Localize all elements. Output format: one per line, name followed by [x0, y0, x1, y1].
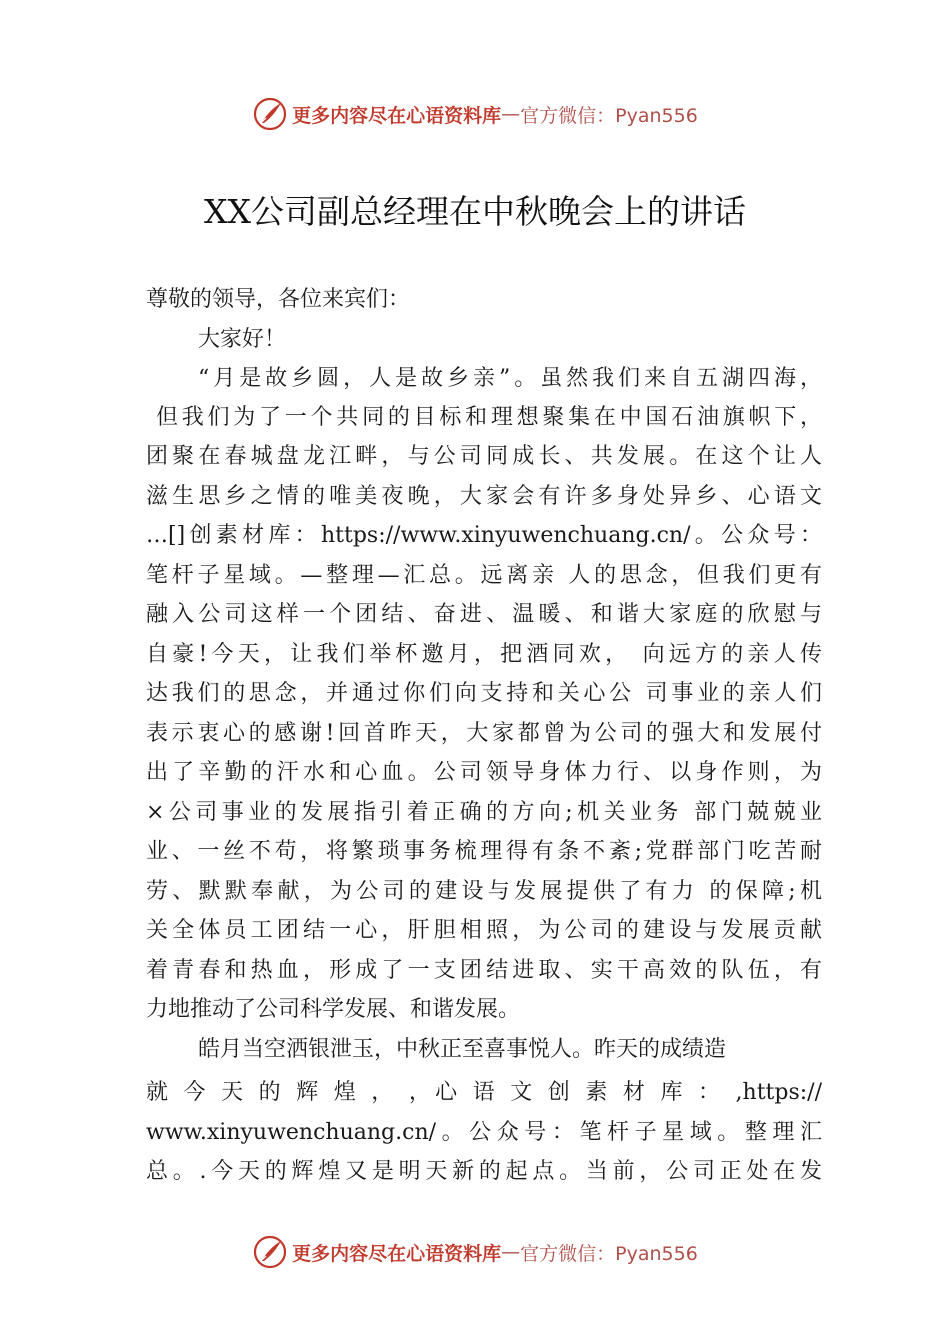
text-line: 业、一丝不苟，将繁琐事务梳理得有条不紊;党群部门吃苦耐	[146, 839, 822, 864]
text-line: 笔杆子星域。—整理—汇总。远离亲 人的思念，但我们更有	[146, 563, 822, 588]
text-line: 劳、默默奉献，为公司的建设与发展提供了有力 的保障;机	[146, 879, 822, 904]
text-line: 大家好！	[198, 327, 287, 352]
text-line: ×公司事业的发展指引着正确的方向;机关业务 部门兢兢业	[146, 800, 822, 825]
text-line: 皓月当空洒银泄玉，中秋正至喜事悦人。昨天的成绩造	[198, 1037, 727, 1062]
text-line: “月是故乡圆，人是故乡亲”。虽然我们来自五湖四海，	[198, 366, 822, 391]
text-line: 力地推动了公司科学发展、和谐发展。	[146, 997, 521, 1022]
banner-separator: —	[501, 1241, 521, 1263]
banner-wechat: 官方微信：Pyan556	[520, 104, 698, 127]
banner-title: 更多内容尽在心语资料库	[292, 104, 502, 127]
text-line: 出了辛勤的汗水和心血。公司领导身体力行、以身作则，为	[146, 760, 822, 785]
text-line: 关全体员工团结一心，肝胆相照，为公司的建设与发展贡献	[146, 918, 822, 943]
quill-pen-logo-icon	[252, 1234, 288, 1270]
text-line: 融入公司这样一个团结、奋进、温暖、和谐大家庭的欣慰与	[146, 602, 822, 627]
text-line: 就 今 天 的 辉 煌 ， ，心 语 文 创 素 材 库 ： ,https://	[146, 1080, 822, 1105]
header-banner	[0, 94, 950, 134]
text-line: www.xinyuwenchuang.cn/。公众号：笔杆子星域。整理汇	[146, 1120, 822, 1145]
document-title: XX公司副总经理在中秋晚会上的讲话	[204, 192, 746, 231]
text-line: 滋生思乡之情的唯美夜晚，大家会有许多身处异乡、心语文	[146, 484, 822, 509]
banner-title: 更多内容尽在心语资料库	[292, 1242, 502, 1265]
footer-banner	[0, 1232, 950, 1272]
text-line: 自豪!今天，让我们举杯邀月，把酒同欢， 向远方的亲人传	[146, 642, 822, 667]
quill-pen-logo-icon	[252, 96, 288, 132]
text-line: 团聚在春城盘龙江畔，与公司同成长、共发展。在这个让人	[146, 444, 822, 469]
text-line: 总。.今天的辉煌又是明天新的起点。当前，公司正处在发	[146, 1159, 822, 1184]
text-line: …[]创素材库：https://www.xinyuwenchuang.cn/。公众号：	[146, 523, 822, 548]
text-line: 但我们为了一个共同的目标和理想聚集在中国石油旗帜下，	[156, 405, 822, 430]
banner-separator: —	[501, 103, 521, 125]
text-line: 表示衷心的感谢!回首昨天，大家都曾为公司的强大和发展付	[146, 721, 822, 746]
text-line: 尊敬的领导，各位来宾们：	[146, 287, 411, 312]
text-line: 着青春和热血，形成了一支团结进取、实干高效的队伍，有	[146, 958, 822, 983]
text-line: 达我们的思念，并通过你们向支持和关心公 司事业的亲人们	[146, 681, 822, 706]
banner-wechat: 官方微信：Pyan556	[520, 1242, 698, 1265]
